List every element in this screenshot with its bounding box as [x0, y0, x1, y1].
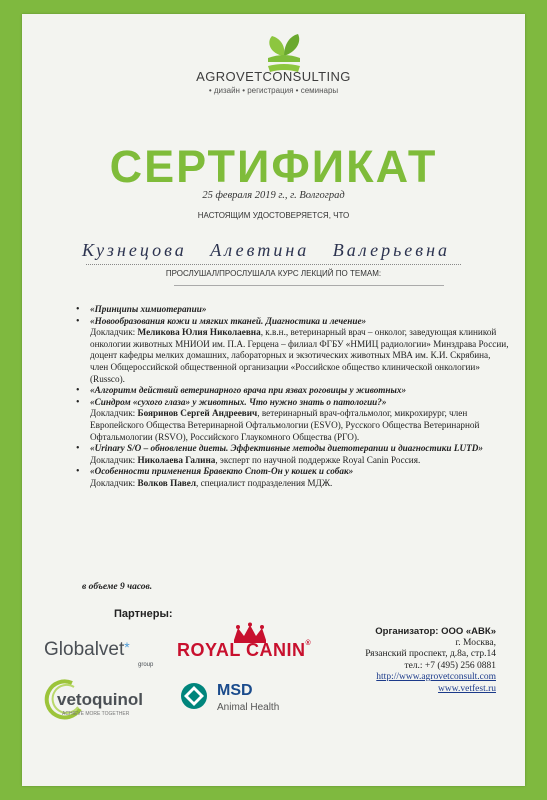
course-hours: в объеме 9 часов.	[82, 582, 153, 592]
msd-sub: Animal Health	[217, 702, 280, 713]
topic-title: «Принципы химиотерапии»	[90, 304, 207, 314]
list-item	[70, 304, 510, 316]
speaker-label: Докладчик:	[90, 408, 138, 419]
speaker-label: Докладчик:	[90, 477, 138, 488]
name-underline	[86, 264, 461, 265]
speaker-details: , эксперт по научной поддержке Royal Canin Россия.	[215, 454, 421, 465]
attest-line: НАСТОЯЩИМ УДОСТОВЕРЯЕТСЯ, ЧТО	[197, 211, 350, 220]
speaker-label: Докладчик:	[90, 454, 138, 465]
certificate-title: СЕРТИФИКАТ	[109, 141, 438, 192]
organizer-block	[320, 626, 496, 695]
speaker-name: Бояринов Сергей Андреевич	[137, 408, 258, 419]
speaker-label: Докладчик:	[90, 327, 138, 338]
royal-canin-name: ROYAL CANIN	[177, 640, 306, 660]
topics-list	[70, 304, 510, 490]
listened-line: ПРОСЛУШАЛ/ПРОСЛУШАЛА КУРС ЛЕКЦИЙ ПО ТЕМАМ:	[165, 269, 382, 278]
msd-logo-icon	[180, 682, 208, 710]
globalvet-star-icon: *	[124, 639, 130, 655]
brand-name: AGROVETCONSULTING	[196, 69, 351, 84]
list-item	[70, 397, 510, 443]
list-item	[70, 316, 510, 386]
globalvet-sub: group	[138, 662, 154, 668]
recipient-name: Кузнецова Алевтина Валерьевна	[82, 240, 451, 260]
topic-title: «Алгоритм действий ветеринарного врача при язвах роговицы у животных»	[90, 385, 407, 396]
organizer-heading: Организатор: ООО «АВК»	[375, 626, 496, 637]
list-item	[70, 443, 510, 466]
partners-label: Партнеры:	[114, 608, 173, 620]
organizer-address: Рязанский проспект, д.8а, стр.14	[365, 649, 496, 659]
speaker-details: , ветеринарный врач-офтальмолог, микрохирург, член Европейского Общества Ветеринарной Офтальмологии (ESVO), Русского Общества Ветеринарной Офтальмологии (RSVO), Российского Глаукомного Общества (РГО).	[90, 408, 480, 442]
royal-canin-mark: ®	[305, 640, 312, 647]
organizer-site-link[interactable]: http://www.agrovetconsult.com	[376, 672, 496, 682]
vetoquinol-sub: ACHIEVE MORE TOGETHER	[62, 711, 130, 717]
speaker-details: , специалист подразделения МДЖ.	[196, 477, 333, 488]
msd-name: MSD	[217, 682, 253, 699]
brand-tagline: • дизайн • регистрация • семинары	[208, 86, 339, 95]
speaker-name: Меликова Юлия Николаевна	[137, 327, 261, 338]
organizer-phone: тел.: +7 (495) 256 0881	[404, 660, 496, 671]
globalvet-logo	[44, 639, 130, 661]
topic-title: «Синдром «сухого глаза» у животных. Что нужно знать о патологии?»	[90, 396, 387, 407]
vetoquinol-name: vetoquinol	[57, 690, 143, 709]
list-item	[70, 385, 510, 397]
speaker-name: Волков Павел	[137, 477, 197, 488]
list-item	[70, 466, 510, 489]
certificate-sheet	[22, 14, 525, 786]
listened-underline	[174, 285, 444, 286]
globalvet-name: Globalvet	[44, 639, 125, 660]
royal-canin-logo	[177, 640, 311, 661]
organizer-vetfest-link[interactable]: www.vetfest.ru	[438, 683, 496, 694]
date-place: 25 февраля 2019 г., г. Волгоград	[202, 190, 345, 201]
topic-title: «Urinary S/O – обновление диеты. Эффективные методы диетотерапии и диагностики LUTD»	[90, 443, 483, 454]
organizer-city: г. Москва,	[455, 637, 496, 648]
topic-title: «Новообразования кожи и мягких тканей. Диагностика и лечение»	[90, 315, 367, 326]
speaker-name: Николаева Галина	[137, 454, 216, 465]
speaker-details: , к.в.н., ветеринарный врач – онколог, заведующая клиникой онкологии животных МНИОИ им. П.А. Герцена – филиал ФГБУ «НМИЦ радиологии» Минздрава России, доцент кафедры мелких домашних, лабораторных и экзотических животных МВА им. К.И. Скрябина, член Общероссийской общественной организации «Российское общество клинической онкологии» (Russco).	[90, 327, 509, 384]
topic-title: «Особенности применения Бравекто Спот-Он у кошек и собак»	[90, 466, 354, 477]
